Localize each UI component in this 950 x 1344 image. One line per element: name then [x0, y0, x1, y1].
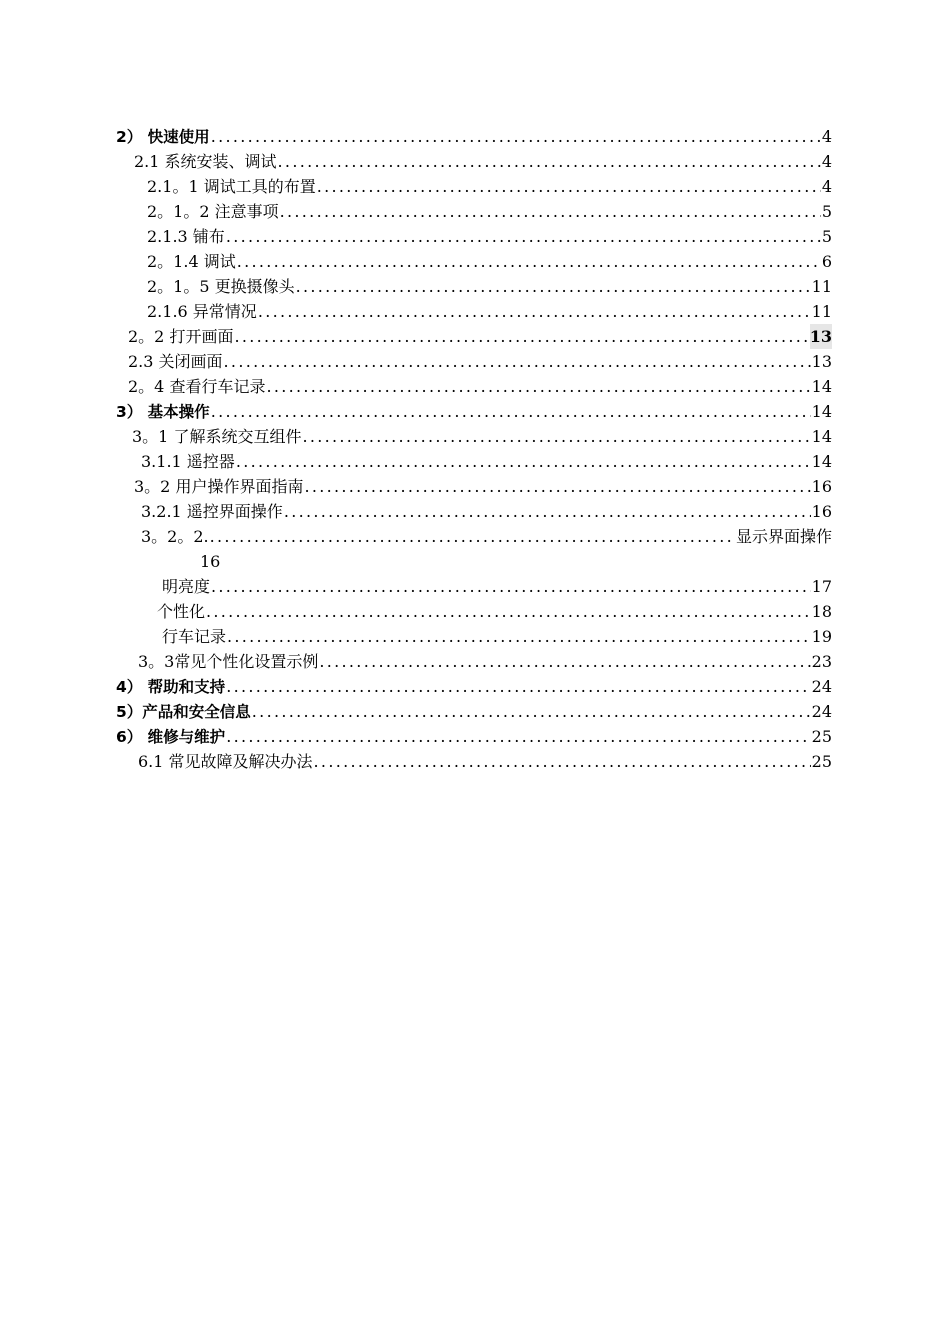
toc-entry-label: 2。1。5 更换摄像头	[147, 277, 295, 296]
toc-entry-label: 6.1 常见故障及解决办法	[138, 752, 313, 771]
toc-page-number: 25	[811, 727, 832, 746]
toc-entry-notes[interactable]	[147, 199, 832, 224]
toc-entry-label: 3。2。2.	[141, 527, 209, 546]
toc-entry-remote-ui[interactable]	[141, 499, 832, 524]
toc-page-number-highlighted: 13	[810, 324, 832, 349]
toc-entry-settings-example[interactable]	[138, 649, 832, 674]
toc-entry-abnormal[interactable]	[147, 299, 832, 324]
toc-entry-label: 2） 快速使用	[116, 128, 210, 146]
dot-leader	[280, 199, 821, 224]
dot-leader	[266, 374, 810, 399]
toc-entry-label: 3） 基本操作	[116, 403, 210, 421]
toc-page-number: 6	[821, 252, 832, 271]
toc-page-number: 16	[811, 502, 832, 521]
toc-page-number: 4	[821, 177, 832, 196]
toc-page-number: 19	[811, 627, 832, 646]
toc-entry-brightness[interactable]	[162, 574, 832, 599]
dot-leader	[234, 324, 808, 349]
dot-leader	[304, 474, 810, 499]
dot-leader	[226, 724, 810, 749]
dot-leader	[211, 399, 811, 424]
toc-page-number: 16	[811, 477, 832, 496]
dot-leader	[317, 174, 821, 199]
toc-entry-replace-camera[interactable]	[147, 274, 832, 299]
dot-leader	[237, 249, 821, 274]
toc-entry-label: 个性化	[157, 602, 206, 621]
toc-entry-troubleshooting[interactable]	[138, 749, 832, 774]
toc-entry-system-install[interactable]	[134, 149, 832, 174]
toc-entry-ui-guide[interactable]	[134, 474, 832, 499]
dot-leader	[224, 349, 811, 374]
dot-leader	[252, 699, 811, 724]
toc-entry-label: 2.1 系统安装、调试	[134, 152, 277, 171]
toc-entry-open-screen[interactable]	[128, 324, 832, 349]
toc-entry-drive-record[interactable]	[128, 374, 832, 399]
dot-leader	[258, 299, 811, 324]
toc-entry-label: 4） 帮助和支持	[116, 678, 226, 696]
toc-page-number: 14	[811, 427, 832, 446]
toc-entry-close-screen[interactable]	[128, 349, 832, 374]
dot-leader	[227, 624, 811, 649]
toc-entry-maintenance[interactable]	[116, 724, 832, 749]
toc-entry-label: 3.1.1 遥控器	[141, 452, 235, 471]
toc-page-number: 4	[821, 152, 832, 171]
toc-entry-label: 3。1 了解系统交互组件	[132, 427, 302, 446]
toc-entry-help-support[interactable]	[116, 674, 832, 699]
toc-entry-drive-log[interactable]	[162, 624, 832, 649]
dot-leader	[226, 224, 821, 249]
dot-leader	[296, 274, 811, 299]
toc-page-number-wrapped: 16	[200, 552, 221, 571]
toc-entry-label: 3。2 用户操作界面指南	[134, 477, 304, 496]
toc-page-number: 5	[821, 227, 832, 246]
toc-page-number: 24	[811, 702, 832, 721]
toc-entry-label: 3。3常见个性化设置示例	[138, 652, 319, 671]
dot-leader	[284, 499, 811, 524]
toc-page-number: 17	[811, 577, 832, 596]
toc-page-number: 23	[811, 652, 832, 671]
dot-leader	[319, 649, 810, 674]
toc-page-number: 25	[811, 752, 832, 771]
toc-entry-label: 2.1.3 铺布	[147, 227, 225, 246]
toc-entry-debug[interactable]	[147, 249, 832, 274]
dot-leader	[278, 149, 821, 174]
toc-entry-remote[interactable]	[141, 449, 832, 474]
toc-entry-label: 2。1.4 调试	[147, 252, 236, 271]
toc-entry-product-safety[interactable]	[116, 699, 832, 724]
toc-page-number: 14	[811, 452, 832, 471]
toc-page-number: 4	[821, 127, 832, 146]
toc-page-number: 11	[811, 302, 832, 321]
toc-entry-display-ui[interactable]	[141, 524, 832, 549]
toc-entry-laying[interactable]	[147, 224, 832, 249]
toc-entry-title-wrapped: 显示界面操作	[735, 527, 832, 546]
dot-leader	[314, 749, 811, 774]
toc-page-number: 24	[811, 677, 832, 696]
dot-leader	[302, 424, 810, 449]
dot-leader	[206, 599, 811, 624]
toc-entry-label: 3.2.1 遥控界面操作	[141, 502, 283, 521]
toc-page-number: 11	[811, 277, 832, 296]
toc-entry-components[interactable]	[132, 424, 832, 449]
toc-page-number: 14	[811, 402, 832, 421]
toc-entry-personalize[interactable]	[157, 599, 832, 624]
toc-page-number: 14	[811, 377, 832, 396]
toc-entry-label: 6） 维修与维护	[116, 728, 226, 746]
toc-entry-label: 2。4 查看行车记录	[128, 377, 266, 396]
toc-page-number: 5	[821, 202, 832, 221]
dot-leader	[211, 574, 811, 599]
dot-leader	[210, 524, 735, 549]
toc-entry-label: 2。2 打开画面	[128, 327, 234, 346]
toc-entry-label: 行车记录	[162, 627, 227, 646]
toc-page-number: 13	[811, 352, 832, 371]
toc-entry-label: 2.3 关闭画面	[128, 352, 223, 371]
toc-page-number: 18	[811, 602, 832, 621]
toc-entry-quick-use[interactable]	[116, 124, 832, 149]
dot-leader	[226, 674, 810, 699]
toc-entry-basic-ops[interactable]	[116, 399, 832, 424]
toc-entry-label: 2。1。2 注意事项	[147, 202, 279, 221]
dot-leader	[236, 449, 811, 474]
dot-leader	[211, 124, 821, 149]
toc-entry-label: 2.1。1 调试工具的布置	[147, 177, 316, 196]
toc-entry-label: 明亮度	[162, 577, 211, 596]
toc-entry-label: 2.1.6 异常情况	[147, 302, 257, 321]
toc-entry-label: 5）产品和安全信息	[116, 703, 251, 721]
toc-entry-tool-layout[interactable]	[147, 174, 832, 199]
